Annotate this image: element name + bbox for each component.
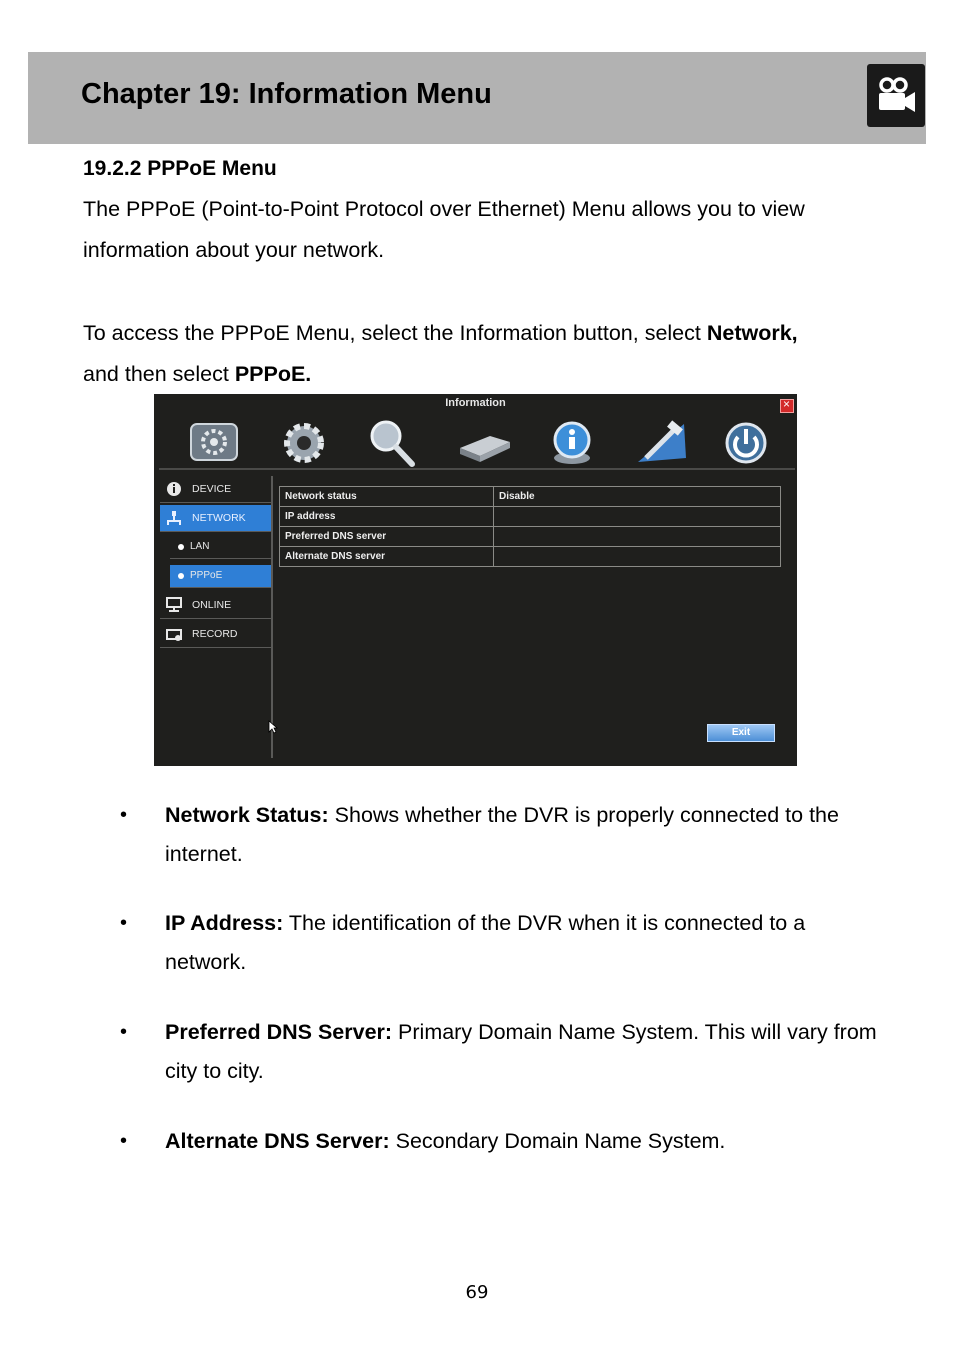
sidebar-item-network[interactable] (160, 505, 272, 532)
information-icon[interactable] (546, 418, 598, 468)
table-value: Disable (494, 487, 781, 507)
bullet-mark: • (120, 804, 128, 826)
search-magnifier-icon[interactable] (366, 418, 418, 468)
list-item-term: Network Status: (165, 803, 329, 827)
dvr-information-screenshot (154, 394, 797, 766)
table-key: Alternate DNS server (280, 547, 494, 567)
table-value (494, 547, 781, 567)
sidebar-item-label: ONLINE (192, 599, 232, 611)
table-row (280, 507, 781, 527)
access-paragraph (83, 313, 883, 395)
section-heading: 19.2.2 PPPoE Menu (83, 157, 277, 180)
hard-drive-icon[interactable] (456, 418, 508, 468)
pppoe-info-table (279, 486, 781, 567)
bullet-dot-icon (178, 573, 184, 579)
network-icon (166, 510, 182, 526)
sidebar-item-online[interactable] (160, 592, 272, 619)
list-item-text (165, 1122, 880, 1161)
list-item-term: Alternate DNS Server: (165, 1129, 390, 1153)
table-key: Preferred DNS server (280, 527, 494, 547)
bullet-mark: • (120, 912, 128, 934)
power-icon[interactable] (720, 418, 772, 468)
sidebar-divider (271, 476, 273, 758)
bullet-mark: • (120, 1130, 128, 1152)
exit-button[interactable]: Exit (707, 724, 775, 742)
access-text-1: To access the PPPoE Menu, select the Information button, select (83, 321, 707, 345)
list-item-description: The identification of the DVR when it is connected to a network. (165, 911, 806, 974)
dvr-window-title: Information (445, 397, 506, 409)
video-camera-icon (867, 64, 925, 127)
close-icon[interactable] (780, 399, 794, 413)
dvr-toolbar (154, 412, 797, 470)
list-item-description: Shows whether the DVR is properly connected to the internet. (165, 803, 839, 866)
monitor-icon (166, 597, 182, 613)
table-key: Network status (280, 487, 494, 507)
list-item-text (165, 904, 880, 982)
sidebar-item-label: DEVICE (192, 483, 232, 495)
maintenance-tools-icon[interactable] (634, 418, 686, 468)
access-pppoe-bold: PPPoE. (234, 362, 312, 386)
system-setup-icon[interactable] (188, 418, 240, 468)
settings-gear-icon[interactable] (278, 418, 330, 468)
chapter-title: Chapter 19: Information Menu (81, 78, 492, 110)
sidebar-item-label: NETWORK (192, 512, 246, 524)
bullet-dot-icon (178, 544, 184, 550)
table-row (280, 527, 781, 547)
access-text-2: and then select (83, 362, 235, 386)
sidebar-item-device[interactable] (160, 476, 272, 503)
sidebar-item-label: PPPoE (190, 570, 223, 581)
list-item-text (165, 796, 880, 874)
sidebar-item-label: LAN (190, 541, 210, 552)
list-item-term: Preferred DNS Server: (165, 1020, 393, 1044)
page-number: 69 (465, 1282, 489, 1303)
mouse-cursor-icon (268, 720, 278, 734)
list-item-description: Secondary Domain Name System. (389, 1129, 726, 1153)
sidebar-item-label: RECORD (192, 628, 238, 640)
sidebar-item-record[interactable] (160, 621, 272, 648)
access-network-bold: Network, (706, 321, 798, 345)
table-key: IP address (280, 507, 494, 527)
list-item-description: Primary Domain Name System. This will vary from city to city. (165, 1020, 877, 1083)
intro-paragraph: The PPPoE (Point-to-Point Protocol over Ethernet) Menu allows you to view information about your network. (83, 197, 805, 262)
list-item-term: IP Address: (165, 911, 284, 935)
table-row (280, 487, 781, 507)
bullet-mark: • (120, 1021, 128, 1043)
toolbar-divider (159, 468, 795, 470)
table-value (494, 507, 781, 527)
sidebar-subitem-lan[interactable] (170, 536, 272, 559)
info-icon (166, 481, 182, 497)
sidebar-subitem-pppoe[interactable] (170, 565, 272, 588)
list-item-text (165, 1013, 880, 1091)
record-drive-icon (166, 626, 182, 642)
table-row (280, 547, 781, 567)
table-value (494, 527, 781, 547)
